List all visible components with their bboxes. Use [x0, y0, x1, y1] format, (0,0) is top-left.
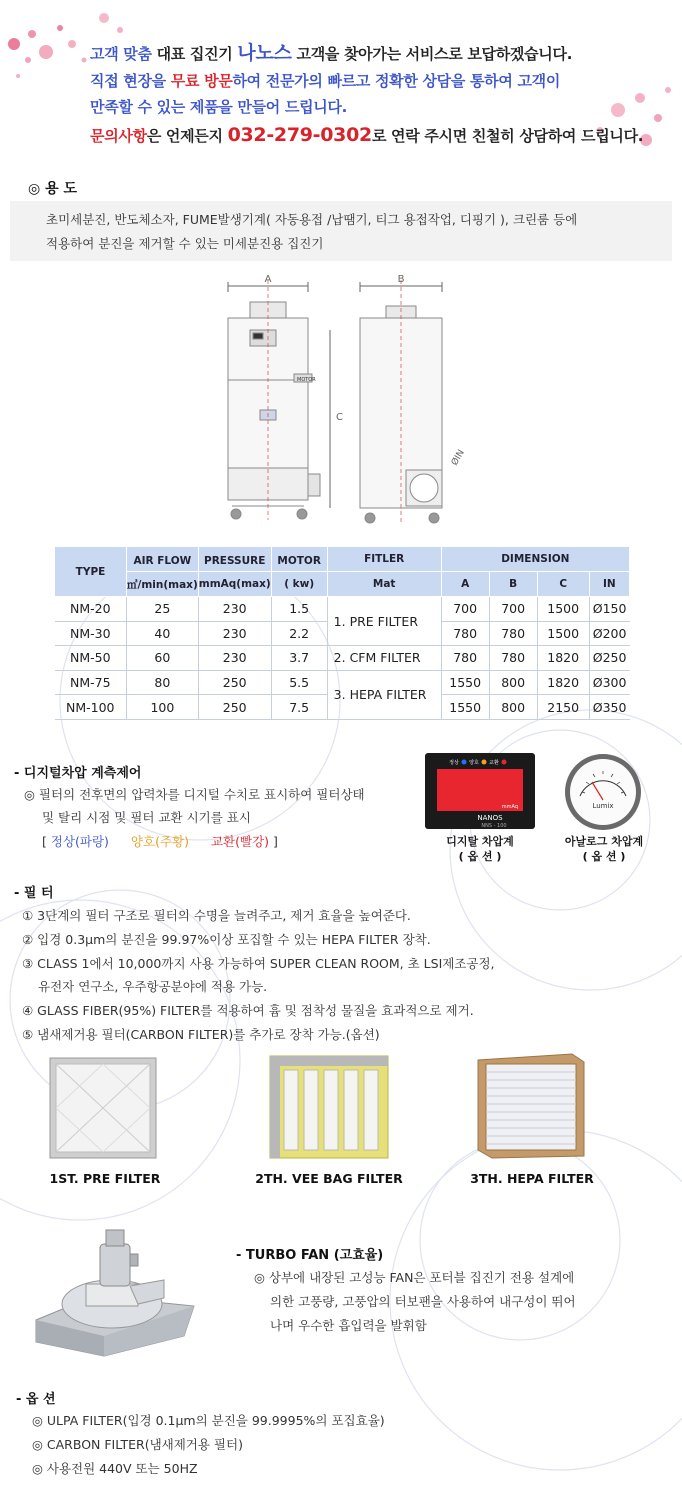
cell-type: NM-20	[55, 597, 127, 622]
cell-type: NM-30	[55, 621, 127, 646]
analog-meter-caption: 아날로그 차압계 ( 옵 션 )	[564, 835, 644, 863]
status-normal: 정상(파랑)	[50, 834, 109, 849]
cell-c: 2150	[537, 695, 589, 720]
filter-item-5: ⑤ 냄새제거용 필터(CARBON FILTER)를 추가로 장착 가능.(옵션)	[22, 1027, 380, 1042]
filter-item-4: ④ GLASS FIBER(95%) FILTER를 적용하여 흄 및 점착성 물질을 효과적으로 제거.	[22, 1003, 474, 1018]
turbo-title: - TURBO FAN (고효율)	[236, 1248, 384, 1263]
digital-line-1: ◎ 필터의 전후면의 압력차를 디지털 수치로 표시하여 필터상태	[24, 787, 365, 802]
dim-c-label: C	[336, 412, 343, 423]
table-row	[55, 670, 630, 695]
header-line-2	[90, 70, 560, 91]
th-dim-a: A	[441, 572, 489, 597]
header-text: 하여 전문가의 빠르고 정확한 상담을 통하여 고객이	[232, 72, 561, 90]
cell-motor: 2.2	[271, 621, 327, 646]
cell-type: NM-50	[55, 646, 127, 671]
status-good: 양호(주황)	[130, 834, 189, 849]
header-line-4	[90, 124, 643, 146]
cell-motor: 7.5	[271, 695, 327, 720]
th-pressure-unit: mmAq(max)	[198, 572, 271, 597]
cell-motor: 1.5	[271, 597, 327, 622]
cell-air: 100	[127, 695, 199, 720]
th-air-flow-unit: ㎥/min(max)	[127, 572, 199, 597]
header-text: 로 연락 주시면 친철히 상담하여 드립니다.	[371, 127, 644, 145]
cell-in: Ø350	[589, 695, 629, 720]
filter-item-2: ② 입경 0.3μm의 분진을 99.97%이상 포집할 수 있는 HEPA FILTER 장착.	[22, 932, 431, 947]
options-title: - 옵 션	[16, 1392, 56, 1407]
cell-in: Ø200	[589, 621, 629, 646]
cell-b: 800	[489, 670, 537, 695]
analog-meter-image	[562, 752, 644, 832]
header-text: 고객을 찾아가는 서비스로 보답하겠습니다.	[291, 45, 573, 63]
highlight-custom: 고객 맞춤	[90, 45, 152, 63]
meter-label-replace: 교환	[489, 760, 499, 766]
th-dimension: DIMENSION	[441, 547, 629, 572]
cell-in: Ø150	[589, 597, 629, 622]
th-filter: FITLER	[327, 547, 441, 572]
table-row	[55, 646, 630, 671]
header-line-1	[90, 38, 572, 65]
cell-a: 1550	[441, 670, 489, 695]
cell-air: 25	[127, 597, 199, 622]
cell-air: 40	[127, 621, 199, 646]
header-text: 대표 집진기	[151, 45, 238, 63]
cell-in: Ø250	[589, 646, 629, 671]
digital-meter-caption: 디지탈 차압계 ( 옵 션 )	[446, 835, 514, 863]
brand-name: 나노스	[237, 42, 292, 64]
cell-b: 800	[489, 695, 537, 720]
turbo-line-1: ◎ 상부에 내장된 고성능 FAN은 포터블 집진기 전용 설계에	[254, 1270, 575, 1285]
usage-line-1: 초미세분진, 반도체소자, FUME발생기계( 자동용접 /납땜기, 티그 용접작업, 디핑기 ), 크린룸 등에	[46, 212, 578, 227]
th-motor: MOTOR	[271, 547, 327, 572]
filter-title: - 필 터	[14, 886, 54, 901]
table-row	[55, 597, 630, 622]
cell-filter-1: 1. PRE FILTER	[327, 597, 441, 646]
cell-pressure: 230	[198, 597, 271, 622]
cell-type: NM-75	[55, 670, 127, 695]
header-text: 은 언제든지	[146, 127, 228, 145]
analog-brand: Lumix	[592, 802, 614, 810]
cell-pressure: 250	[198, 670, 271, 695]
th-dim-in: IN	[589, 572, 629, 597]
cell-air: 80	[127, 670, 199, 695]
meter-brand: NANOS	[477, 814, 503, 822]
meter-label-normal: 정상	[449, 760, 459, 766]
th-filter-mat: Mat	[327, 572, 441, 597]
pre-filter-image	[48, 1056, 160, 1162]
cell-filter-2: 2. CFM FILTER	[327, 646, 441, 671]
turbo-line-3: 나며 우수한 흡입력을 발휘함	[270, 1318, 427, 1333]
cell-in: Ø300	[589, 670, 629, 695]
meter-model: NNS - 100	[481, 823, 507, 829]
cell-b: 780	[489, 621, 537, 646]
cell-c: 1820	[537, 646, 589, 671]
dim-b-label: B	[397, 274, 405, 285]
cell-type: NM-100	[55, 695, 127, 720]
cell-a: 700	[441, 597, 489, 622]
filter-item-3b: 유전자 연구소, 우주항공분야에 적용 가능.	[38, 979, 268, 994]
hepa-filter-image	[474, 1052, 588, 1160]
cell-c: 1500	[537, 597, 589, 622]
dust-collector-drawing	[210, 270, 470, 532]
digital-meter-image	[424, 752, 536, 830]
cell-air: 60	[127, 646, 199, 671]
option-item-1: ◎ ULPA FILTER(입경 0.1μm의 분진을 99.9995%의 포집효율)	[32, 1413, 385, 1428]
cell-pressure: 230	[198, 621, 271, 646]
cell-filter-3: 3. HEPA FILTER	[327, 670, 441, 719]
side-view	[360, 280, 442, 523]
cell-b: 700	[489, 597, 537, 622]
digital-title: - 디지털차압 계측제어	[14, 766, 142, 781]
status-legend: [ 정상(파랑) 양호(주황) 교환(빨강) ]	[42, 834, 278, 849]
cell-pressure: 230	[198, 646, 271, 671]
th-air-flow: AIR FLOW	[127, 547, 199, 572]
th-dim-c: C	[537, 572, 589, 597]
cell-b: 780	[489, 646, 537, 671]
meter-label-good: 양호	[469, 760, 479, 766]
cell-c: 1820	[537, 670, 589, 695]
usage-box	[10, 201, 672, 261]
option-item-2: ◎ CARBON FILTER(냄새제거용 필터)	[32, 1437, 243, 1452]
header-text: 직접 현장을	[90, 72, 171, 90]
hepa-filter-caption: 3TH. HEPA FILTER	[470, 1171, 594, 1186]
motor-label: MOTOR	[297, 377, 316, 383]
usage-line-2: 적용하여 분진을 제거할 수 있는 미세분진용 집진기	[46, 236, 324, 251]
digital-line-2: 및 탈리 시점 및 필터 교환 시기를 표시	[42, 810, 251, 825]
cell-pressure: 250	[198, 695, 271, 720]
pre-filter-caption: 1ST. PRE FILTER	[49, 1171, 161, 1186]
cell-a: 780	[441, 646, 489, 671]
option-item-3: ◎ 사용전원 440V 또는 50HZ	[32, 1461, 198, 1476]
th-type: TYPE	[55, 547, 127, 597]
cell-c: 1500	[537, 621, 589, 646]
header-text: 만족할 수 있는 제품을 만들어 드립니다.	[90, 98, 348, 116]
front-view	[228, 280, 330, 520]
vee-bag-filter-caption: 2TH. VEE BAG FILTER	[255, 1171, 403, 1186]
filter-item-1: ① 3단계의 필터 구조로 필터의 수명을 늘려주고, 제거 효율을 높여준다.	[22, 908, 411, 923]
spec-table	[54, 546, 630, 720]
cell-a: 780	[441, 621, 489, 646]
header-line-3	[90, 96, 347, 117]
turbo-line-2: 의한 고풍량, 고풍압의 터보팬을 사용하여 내구성이 뛰어	[270, 1294, 576, 1309]
th-motor-unit: ( kw)	[271, 572, 327, 597]
th-dim-b: B	[489, 572, 537, 597]
usage-title: ◎ 용 도	[28, 181, 78, 197]
dim-in-label: ØIN	[449, 448, 467, 468]
th-pressure: PRESSURE	[198, 547, 271, 572]
inquiry-highlight: 문의사항	[90, 127, 147, 145]
free-visit-highlight: 무료 방문	[170, 72, 233, 90]
phone-number: 032-279-0302	[227, 124, 372, 146]
status-replace: 교환(빨강)	[210, 834, 270, 849]
cell-motor: 5.5	[271, 670, 327, 695]
cell-a: 1550	[441, 695, 489, 720]
meter-unit: mmAq	[501, 804, 518, 810]
cell-motor: 3.7	[271, 646, 327, 671]
filter-item-3: ③ CLASS 1에서 10,000까지 사용 가능하여 SUPER CLEAN ROOM, 초 LSI제조공정,	[22, 956, 495, 971]
turbo-fan-image	[34, 1224, 196, 1358]
dim-a-label: A	[264, 274, 272, 285]
vee-bag-filter-image	[266, 1054, 392, 1160]
